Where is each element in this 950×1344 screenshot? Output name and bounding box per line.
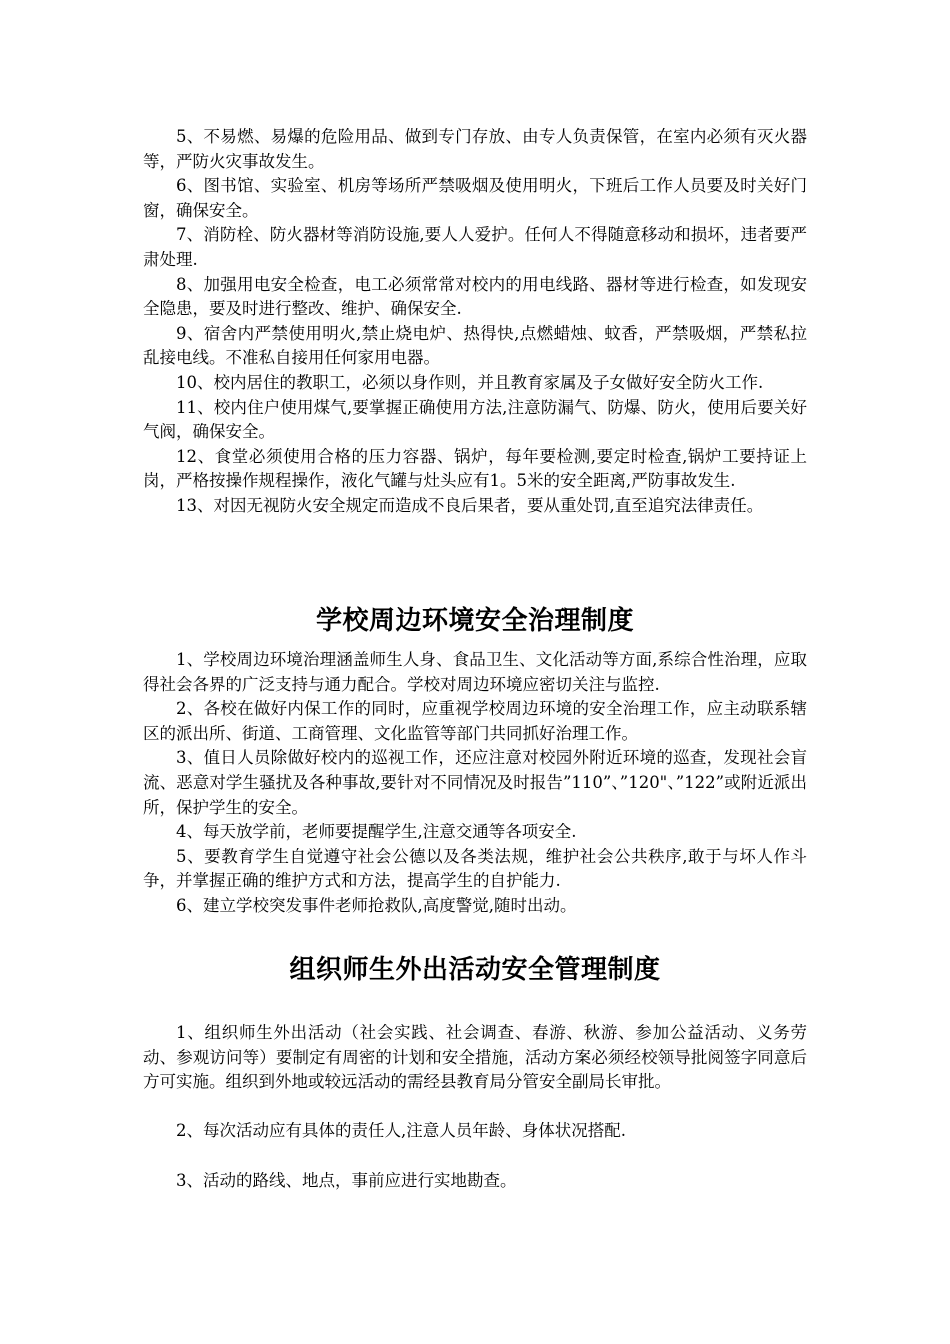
paragraph: 3、值日人员除做好校内的巡视工作，还应注意对校园外附近环境的巡查，发现社会盲流、恶意对学生骚扰及各种事故,要针对不同情况及时报告”110”、”120"、”122”或附近派出所，保护学生的安全。 (143, 748, 807, 817)
paragraph: 13、对因无视防火安全规定而造成不良后果者，要从重处罚,直至追究法律责任。 (176, 495, 764, 515)
paragraph: 12、食堂必须使用合格的压力容器、锅炉，每年要检测,要定时检查,锅炉工要持证上岗，严格按操作规程操作，液化气罐与灶头应有1。5米的安全距离,严防事故发生. (143, 446, 807, 491)
fire-safety-rules (143, 125, 807, 519)
paragraph: 2、各校在做好内保工作的同时，应重视学校周边环境的安全治理工作，应主动联系辖区的派出所、街道、工商管理、文化监管等部门共同抓好治理工作。 (143, 699, 807, 743)
paragraph: 7、消防栓、防火器材等消防设施,要人人爱护。任何人不得随意移动和损坏，违者要严肃处理. (143, 225, 807, 269)
paragraph: 5、不易燃、易爆的危险用品、做到专门存放、由专人负责保管，在室内必须有灭火器等，严防火灾事故发生。 (143, 127, 807, 171)
paragraph: 1、学校周边环境治理涵盖师生人身、食品卫生、文化活动等方面,系综合性治理，应取得社会各界的广泛支持与通力配合。学校对周边环境应密切关注与监控. (143, 650, 807, 694)
section-heading-outings: 组织师生外出活动安全管理制度 (289, 955, 661, 985)
paragraph: 5、要教育学生自觉遵守社会公德以及各类法规，维护社会公共秩序,敢于与坏人作斗争，并掌握正确的维护方式和方法，提高学生的自护能力. (143, 846, 807, 891)
paragraph: 3、活动的路线、地点，事前应进行实地勘查。 (176, 1170, 517, 1190)
paragraph: 8、加强用电安全检查，电工必须常常对校内的用电线路、器材等进行检查，如发现安全隐患，要及时进行整改、维护、确保安全. (143, 274, 807, 319)
paragraph: 9、宿舍内严禁使用明火,禁止烧电炉、热得快,点燃蜡烛、蚊香，严禁吸烟，严禁私拉乱接电线。不准私自接用任何家用电器。 (143, 323, 807, 368)
section-heading-surroundings: 学校周边环境安全治理制度 (315, 606, 634, 636)
paragraph: 6、建立学校突发事件老师抢救队,高度警觉,随时出动。 (176, 895, 577, 915)
paragraph: 10、校内居住的教职工，必须以身作则，并且教育家属及子女做好安全防火工作. (176, 372, 764, 392)
outing-safety-rules (143, 1021, 807, 1193)
paragraph: 2、每次活动应有具体的责任人,注意人员年龄、身体状况搭配. (176, 1121, 626, 1141)
paragraph: 6、图书馆、实验室、机房等场所严禁吸烟及使用明火，下班后工作人员要及时关好门窗，确保安全。 (143, 176, 807, 220)
paragraph: 11、校内住户使用煤气,要掌握正确使用方法,注意防漏气、防爆、防火，使用后要关好气阀，确保安全。 (143, 397, 807, 442)
paragraph: 1、组织师生外出活动（社会实践、社会调查、春游、秋游、参加公益活动、义务劳动、参观访问等）要制定有周密的计划和安全措施，活动方案必须经校领导批阅签字同意后方可实施。组织到外地或较远活动的需经县教育局分管安全副局长审批。 (143, 1023, 807, 1092)
surroundings-safety-rules (143, 648, 807, 919)
paragraph: 4、每天放学前，老师要提醒学生,注意交通等各项安全. (176, 822, 577, 842)
